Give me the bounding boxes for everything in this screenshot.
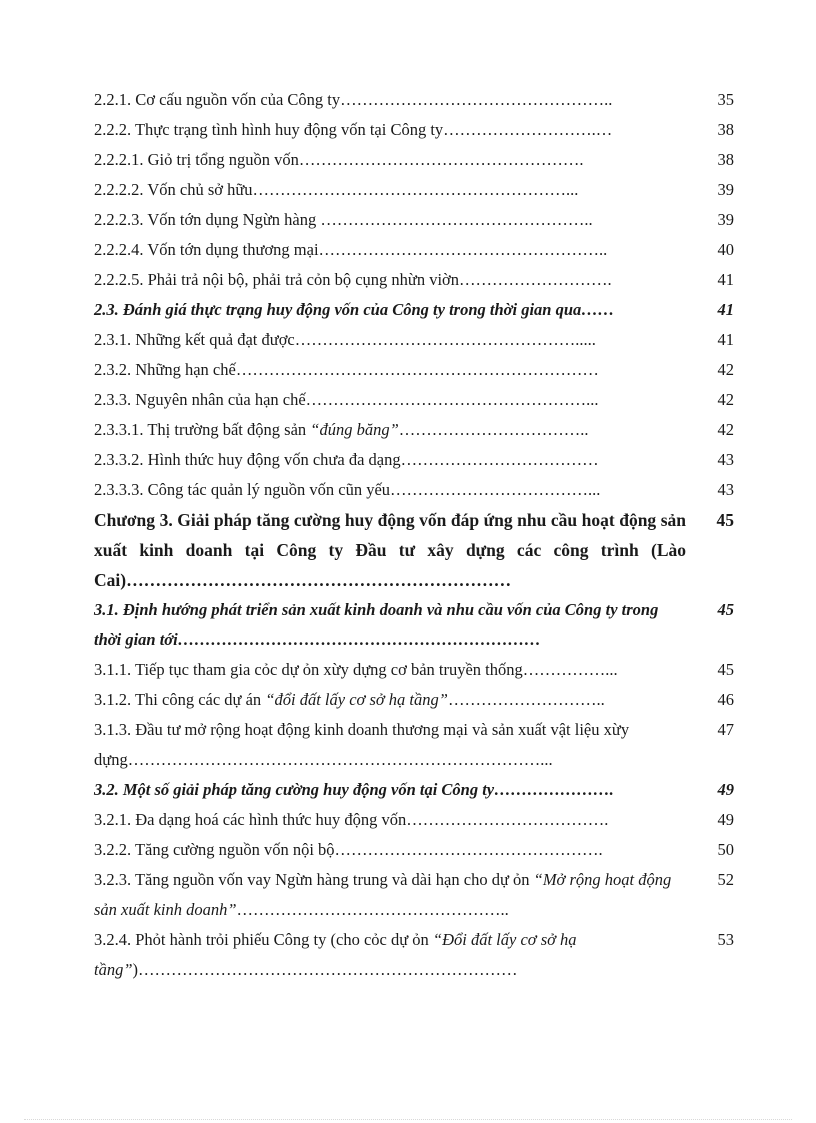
toc-entry-text: 3.1.3. Đầu tư mở rộng hoạt động kinh doanh thương mại và sản xuất vật liệu xừy dựng…………………………………………………………………... xyxy=(94,720,630,769)
toc-page-number: 46 xyxy=(717,690,734,709)
toc-page-number: 40 xyxy=(717,240,734,259)
toc-entry xyxy=(94,265,734,295)
toc-page-number: 39 xyxy=(717,180,734,199)
toc-page-number: 45 xyxy=(717,660,734,679)
toc-entry xyxy=(94,355,734,385)
toc-entry-text: 3.1.1. Tiếp tục tham gia cỏc dự ỏn xừy dựng cơ bản truyền thống……………... xyxy=(94,660,618,679)
toc-entry-text: 2.3.1. Những kết quả đạt được……………………………………………..... xyxy=(94,330,596,349)
toc-entry xyxy=(94,445,734,475)
toc-entry-text: 2.2.2.4. Vốn tớn dụng thương mại…………………………………………….. xyxy=(94,240,608,259)
toc-entry-text: 2.2.2. Thực trạng tình hình huy động vốn tại Công ty……………………….… xyxy=(94,120,613,139)
toc-entry-title xyxy=(94,145,686,175)
toc-page-number: 41 xyxy=(717,300,734,319)
toc-page-number: 53 xyxy=(717,930,734,949)
toc-entry-text: 2.2.2.5. Phải trả nội bộ, phải trả cỏn bộ cụng nhừn viờn………………………. xyxy=(94,270,612,289)
toc-page-number: 38 xyxy=(717,150,734,169)
toc-entry-text: 2.2.1. Cơ cấu nguồn vốn của Công ty………………………………………….. xyxy=(94,90,613,109)
toc-entry xyxy=(94,385,734,415)
toc-entry-quote: “Đổi đất lấy cơ sở hạ tầng” xyxy=(94,930,577,979)
toc-page-number: 35 xyxy=(717,90,734,109)
toc-entry xyxy=(94,175,734,205)
toc-entry xyxy=(94,205,734,235)
toc-entry xyxy=(94,325,734,355)
toc-entry-title xyxy=(94,835,686,865)
toc-entry-text: 3.2. Một số giải pháp tăng cường huy động vốn tại Công ty…………………. xyxy=(94,780,614,799)
toc-page-number: 42 xyxy=(717,360,734,379)
toc-entry-text: 3.1.2. Thi công các dự án xyxy=(94,690,266,709)
toc-entry-title xyxy=(94,805,686,835)
toc-entry-title xyxy=(94,85,686,115)
toc-entry xyxy=(94,295,734,325)
toc-entry-title xyxy=(94,115,686,145)
toc-page-number: 42 xyxy=(717,420,734,439)
toc-entry xyxy=(94,865,734,925)
toc-entry-title xyxy=(94,715,686,775)
toc-entry-text: 3.2.1. Đa dạng hoá các hình thức huy động vốn………………………………. xyxy=(94,810,609,829)
toc-entry xyxy=(94,655,734,685)
toc-entry-quote: “Mở rộng hoạt động sản xuất kinh doanh” xyxy=(94,870,672,919)
toc-entry-quote: “đúng băng” xyxy=(310,420,399,439)
toc-entry-text: ……………………….. xyxy=(447,690,605,709)
toc-entry xyxy=(94,835,734,865)
toc-page-number: 45 xyxy=(717,600,734,619)
toc-page-number: 43 xyxy=(717,450,734,469)
toc-entry-title xyxy=(94,325,686,355)
toc-page-number: 42 xyxy=(717,390,734,409)
toc-entry xyxy=(94,775,734,805)
toc-entry-text: 2.3.3.3. Công tác quản lý nguồn vốn cũn yếu………………………………... xyxy=(94,480,601,499)
toc-page-number: 43 xyxy=(717,480,734,499)
toc-page-number: 41 xyxy=(717,330,734,349)
page-bottom-rule xyxy=(24,1119,792,1120)
toc-entry-title xyxy=(94,265,686,295)
toc-entry-text: 3.1. Định hướng phát triển sản xuất kinh doanh và nhu cầu vốn của Công ty trong thời gian tới………………………………………………………… xyxy=(94,600,659,649)
toc-entry-title xyxy=(94,775,686,805)
toc-entry-title xyxy=(94,205,686,235)
toc-entry xyxy=(94,715,734,775)
toc-entry-title xyxy=(94,595,686,655)
toc-entry-title xyxy=(94,295,686,325)
toc-page-number: 38 xyxy=(717,120,734,139)
toc-entry-title xyxy=(94,655,686,685)
toc-entry-title xyxy=(94,385,686,415)
toc-entry-quote: “đổi đất lấy cơ sở hạ tầng” xyxy=(265,690,448,709)
toc-entry-title xyxy=(94,475,686,505)
toc-entry-text: 2.3.3.1. Thị trường bất động sản xyxy=(94,420,311,439)
toc-page-number: 50 xyxy=(717,840,734,859)
table-of-contents xyxy=(94,85,734,985)
toc-entry-title xyxy=(94,235,686,265)
toc-entry-text: 2.3.3. Nguyên nhân của hạn chế……………………………………………... xyxy=(94,390,599,409)
toc-entry-text: )…………………………………………………………… xyxy=(132,960,518,979)
toc-entry-title xyxy=(94,925,686,985)
toc-entry xyxy=(94,925,734,985)
toc-entry xyxy=(94,595,734,655)
toc-page-number: 45 xyxy=(716,510,734,530)
toc-entry-text: 2.2.2.2. Vốn chủ sở hữu…………………………………………………... xyxy=(94,180,579,199)
toc-entry-title xyxy=(94,415,686,445)
toc-entry-text: 2.3.3.2. Hình thức huy động vốn chưa đa dạng……………………………… xyxy=(94,450,599,469)
toc-page-number: 47 xyxy=(717,720,734,739)
toc-entry-title xyxy=(94,175,686,205)
toc-page-number: 49 xyxy=(717,780,734,799)
toc-entry xyxy=(94,805,734,835)
toc-entry-text: 3.2.4. Phỏt hành trỏi phiếu Công ty (cho cỏc dự ỏn xyxy=(94,930,433,949)
toc-entry-text: 2.2.2.3. Vốn tớn dụng Ngừn hàng ………………………………………….. xyxy=(94,210,593,229)
toc-entry-text: 3.2.3. Tăng nguồn vốn vay Ngừn hàng trung và dài hạn cho dự ỏn xyxy=(94,870,534,889)
toc-page-number: 39 xyxy=(717,210,734,229)
toc-entry xyxy=(94,115,734,145)
toc-entry-text: …………………………….. xyxy=(398,420,589,439)
toc-entry xyxy=(94,145,734,175)
toc-page-number: 49 xyxy=(717,810,734,829)
toc-entry-text: Chương 3. Giải pháp tăng cường huy động vốn đáp ứng nhu cầu hoạt động sản xuất kinh doanh tại Công ty Đầu tư xây dựng các công trình (Lào Cai)………………………………………………………… xyxy=(94,510,686,590)
toc-entry-text: 2.2.2.1. Giỏ trị tổng nguồn vốn……………………………………………. xyxy=(94,150,584,169)
toc-entry-text: 2.3. Đánh giá thực trạng huy động vốn của Công ty trong thời gian qua…… xyxy=(94,300,615,319)
toc-entry xyxy=(94,505,734,595)
toc-entry-title xyxy=(94,865,686,925)
toc-entry-text: 3.2.2. Tăng cường nguồn vốn nội bộ…………………………………………. xyxy=(94,840,603,859)
toc-entry-text: 2.3.2. Những hạn chế………………………………………………………… xyxy=(94,360,599,379)
toc-page-number: 52 xyxy=(717,870,734,889)
toc-entry xyxy=(94,685,734,715)
toc-entry-title xyxy=(94,445,686,475)
toc-page-number: 41 xyxy=(717,270,734,289)
toc-entry-text: ………………………………………….. xyxy=(236,900,509,919)
toc-entry-title xyxy=(94,505,686,595)
toc-entry xyxy=(94,415,734,445)
toc-entry-title xyxy=(94,685,686,715)
toc-entry xyxy=(94,85,734,115)
toc-entry-title xyxy=(94,355,686,385)
toc-entry xyxy=(94,235,734,265)
toc-entry xyxy=(94,475,734,505)
